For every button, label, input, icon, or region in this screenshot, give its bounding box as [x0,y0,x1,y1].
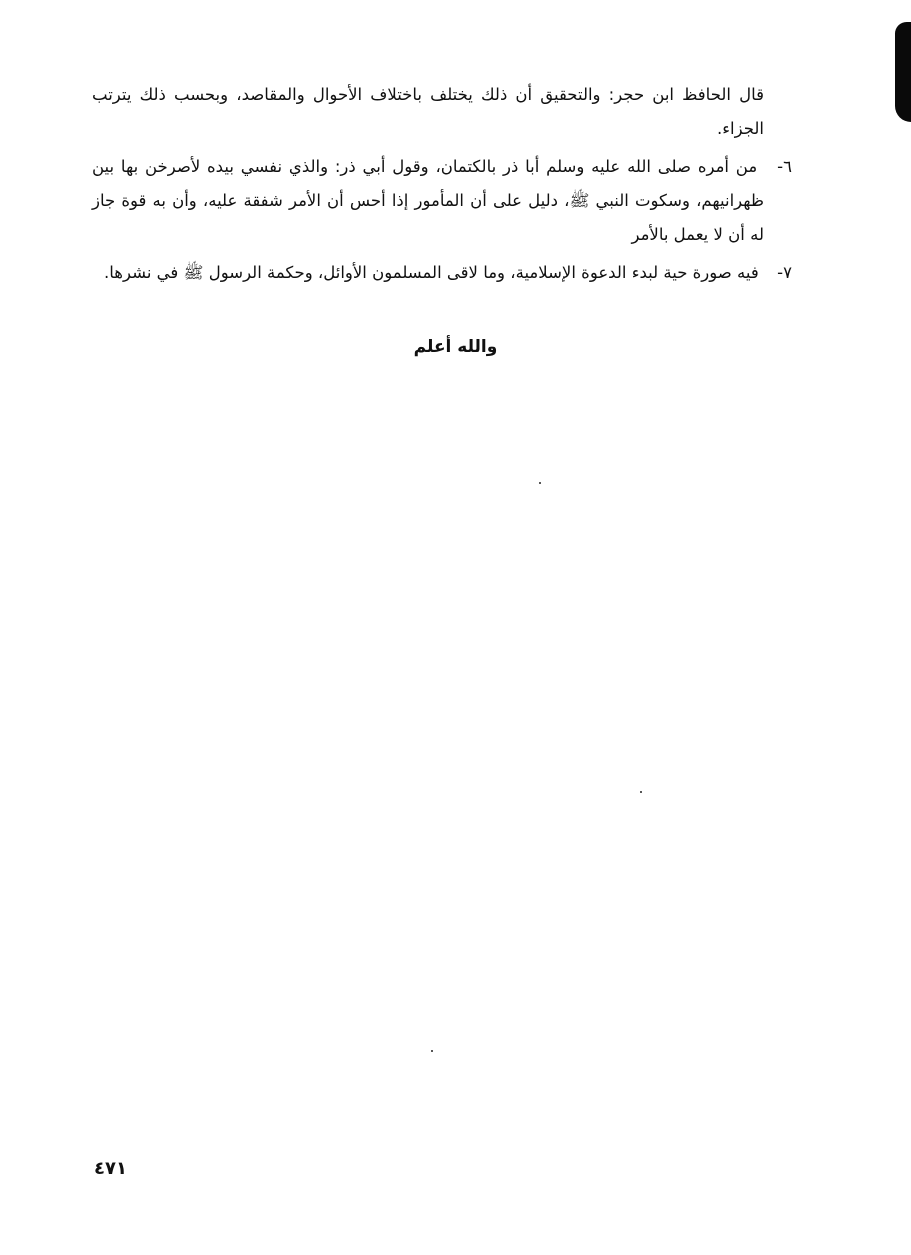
closing-phrase: والله أعلم [413,337,498,357]
scan-speck [431,1050,433,1052]
paragraph-text: قال الحافظ ابن حجر: والتحقيق أن ذلك يختلف باختلاف الأحوال والمقاصد، وبحسب ذلك يترتب الجزاء. [92,85,764,138]
paragraph-point-7 [92,256,792,290]
body-text [92,78,792,294]
point-number: ٦- [777,157,792,176]
scan-speck [539,482,541,484]
point-number: ٧- [777,263,792,282]
paragraph-text: فيه صورة حية لبدء الدعوة الإسلامية، وما لاقى المسلمون الأوائل، وحكمة الرسول ﷺ في نشرها. [104,263,759,282]
page-number: ٤٧١ [94,1158,127,1179]
page-edge-mark [895,22,911,122]
paragraph-point-6 [92,150,792,252]
scan-speck [640,791,642,793]
paragraph-text: من أمره صلى الله عليه وسلم أبا ذر بالكتمان، وقول أبي ذر: والذي نفسي بيده لأصرخن بها بين ظهرانيهم، وسكوت النبي ﷺ، دليل على أن المأمور إذا أحس أن الأمر شفقة عليه، وأن به قوة جاز له أن لا يعمل بالأمر [92,157,764,244]
paragraph-quote [92,78,792,146]
